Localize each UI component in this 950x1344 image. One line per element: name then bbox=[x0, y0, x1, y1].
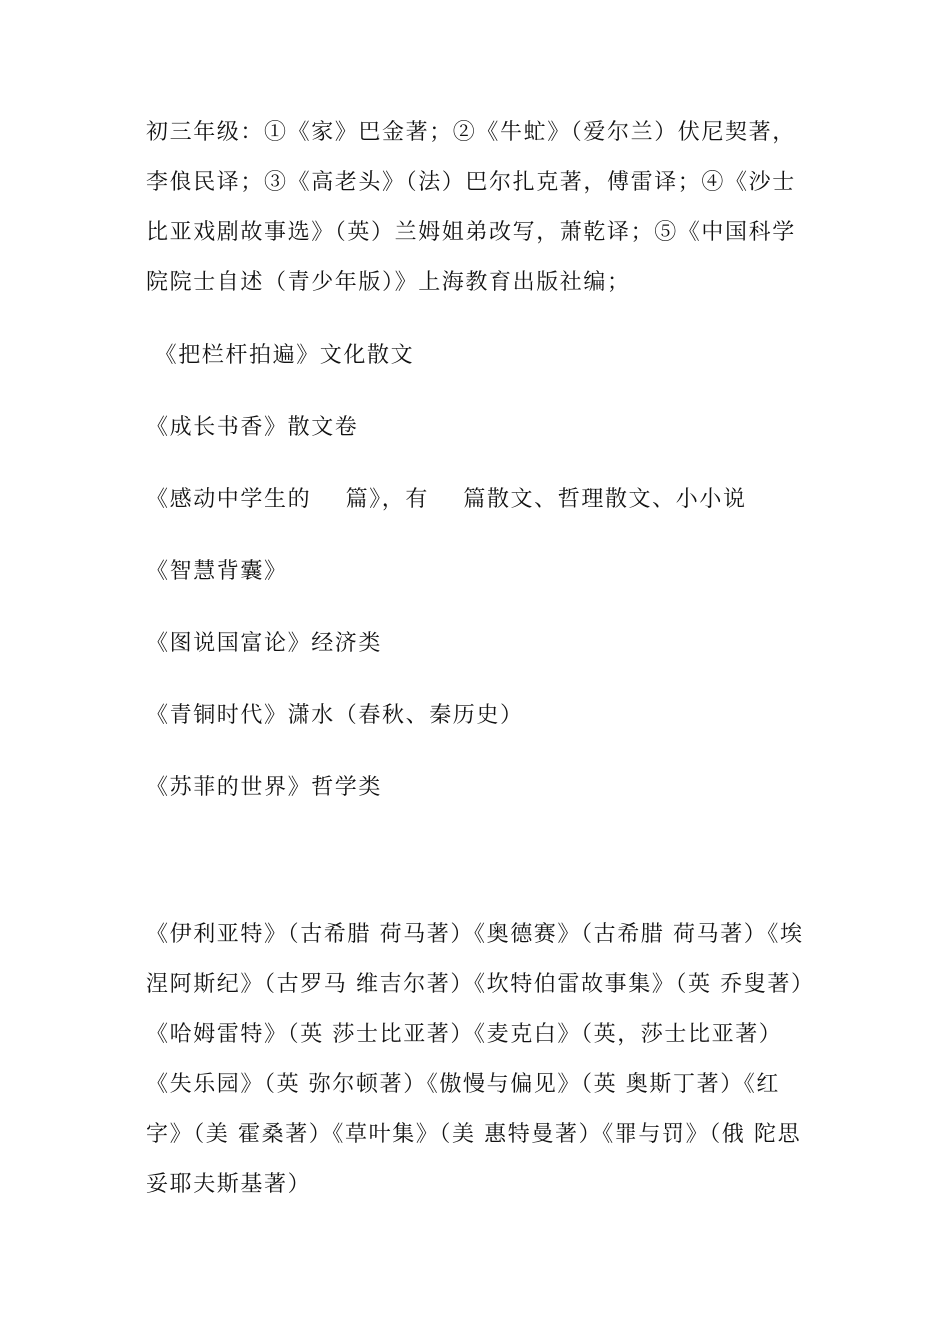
book-item-7: 《苏菲的世界》哲学类 bbox=[146, 775, 383, 800]
book-item-1: 《把栏杆拍遍》文化散文 bbox=[146, 343, 415, 368]
book-item-5: 《图说国富论》经济类 bbox=[146, 631, 383, 656]
world-classics-paragraph: 《伊利亚特》（古希腊 荷马著）《奥德赛》（古希腊 荷马著）《埃涅阿斯纪》（古罗马 维吉尔著）《坎特伯雷故事集》（英 乔叟著）《哈姆雷特》（英 莎士比亚著）《麦克白》（英，莎士比亚著）《失乐园》（英 弥尔顿著）《傲慢与偏见》（英 奥斯丁著）《红字》（美 霍桑著）《草叶集》（美 惠特曼著）《罪与罚》（俄 陀思妥耶夫斯基著） bbox=[146, 922, 815, 1197]
book-item-4: 《智慧背囊》 bbox=[146, 559, 288, 584]
book-item-2: 《成长书香》散文卷 bbox=[146, 415, 359, 440]
book-item-6: 《青铜时代》潇水（春秋、秦历史） bbox=[146, 703, 524, 728]
grade-reading-list-paragraph: 初三年级：①《家》巴金著；②《牛虻》（爱尔兰）伏尼契著，李俍民译；③《高老头》（法）巴尔扎克著，傅雷译；④《沙士比亚戏剧故事选》（英）兰姆姐弟改写，萧乾译；⑤《中国科学院院士自述（青少年版）》上海教育出版社编； bbox=[146, 120, 796, 295]
book-item-3: 《感动中学生的 篇》，有 篇散文、哲理散文、小小说 bbox=[146, 487, 747, 512]
